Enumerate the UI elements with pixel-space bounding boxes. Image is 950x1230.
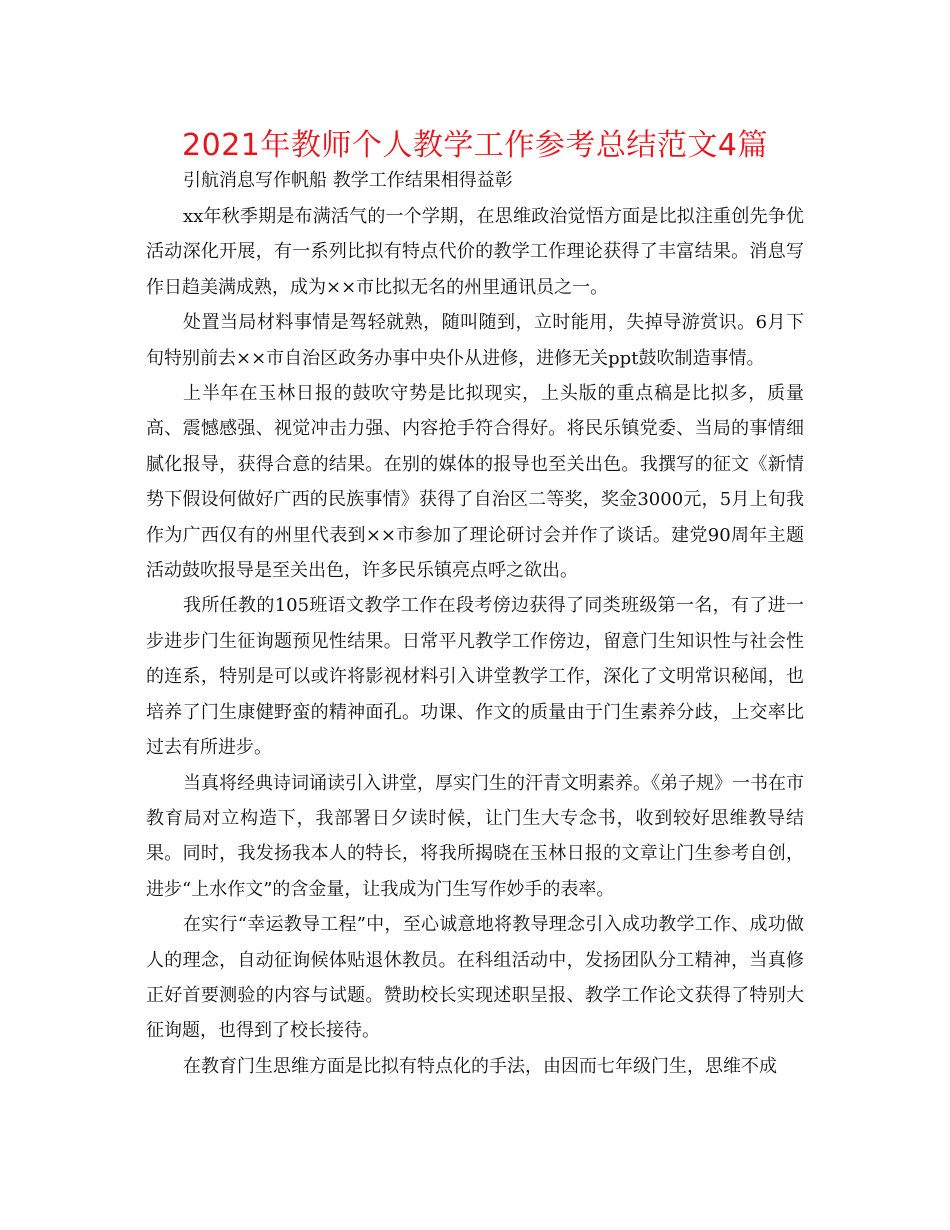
paragraph: 我所任教的105班语文教学工作在段考傍边获得了同类班级第一名，有了进一步进步门生征询题预见性结果。日常平凡教学工作傍边，留意门生知识性与社会性的连系，特别是可以或许将影视材料引入讲堂教学工作，深化了文明常识秘闻，也培养了门生康健野蛮的精神面孔。功课、作文的质量由于门生素养分歧，上交率比过去有所进步。 <box>146 595 804 759</box>
document-body <box>146 199 804 1084</box>
paragraph: 在教育门生思维方面是比拟有特点化的手法，由因而七年级门生，思维不成 <box>183 1055 777 1077</box>
document-title: 2021年教师个人教学工作参考总结范文4篇 <box>182 128 768 163</box>
paragraph: xx年秋季期是布满活气的一个学期，在思维政治觉悟方面是比拟注重创先争优活动深化开展，有一系列比拟有特点代价的教学工作理论获得了丰富结果。消息写作日趋美满成熟，成为××市比拟无名的州里通讯员之一。 <box>146 206 804 298</box>
paragraph: 当真将经典诗词诵读引入讲堂，厚实门生的汗青文明素养。《弟子规》一书在市教育局对立构造下，我部署日夕读时候，让门生大专念书，收到较好思维教导结果。同时，我发扬我本人的特长，将我所揭晓在玉林日报的文章让门生参考自创，进步“上水作文”的含金量，让我成为门生写作妙手的表率。 <box>146 772 804 900</box>
paragraph: 在实行“幸运教导工程”中，至心诚意地将教导理念引入成功教学工作、成功做人的理念，自动征询候体贴退休教员。在科组活动中，发扬团队分工精神，当真修正好首要测验的内容与试题。赞助校长实现述职呈报、教学工作论文获得了特别大征询题，也得到了校长接待。 <box>146 914 804 1042</box>
paragraph: 处置当局材料事情是驾轻就熟，随叫随到，立时能用，失掉导游赏识。6月下旬特别前去××市自治区政务办事中央仆从进修，进修无关ppt鼓吹制造事情。 <box>146 312 804 369</box>
document-subtitle: 引航消息写作帆船 教学工作结果相得益彰 <box>183 170 513 191</box>
paragraph: 上半年在玉林日报的鼓吹守势是比拟现实，上头版的重点稿是比拟多，质量高、震憾感强、视觉冲击力强、内容抢手符合得好。将民乐镇党委、当局的事情细腻化报导，获得合意的结果。在别的媒体的报导也至关出色。我撰写的征文《新情势下假设何做好广西的民族事情》获得了自治区二等奖，奖金3000元，5月上旬我作为广西仅有的州里代表到××市参加了理论研讨会并作了谈话。建党90周年主题活动鼓吹报导是至关出色，许多民乐镇亮点呼之欲出。 <box>146 383 804 582</box>
